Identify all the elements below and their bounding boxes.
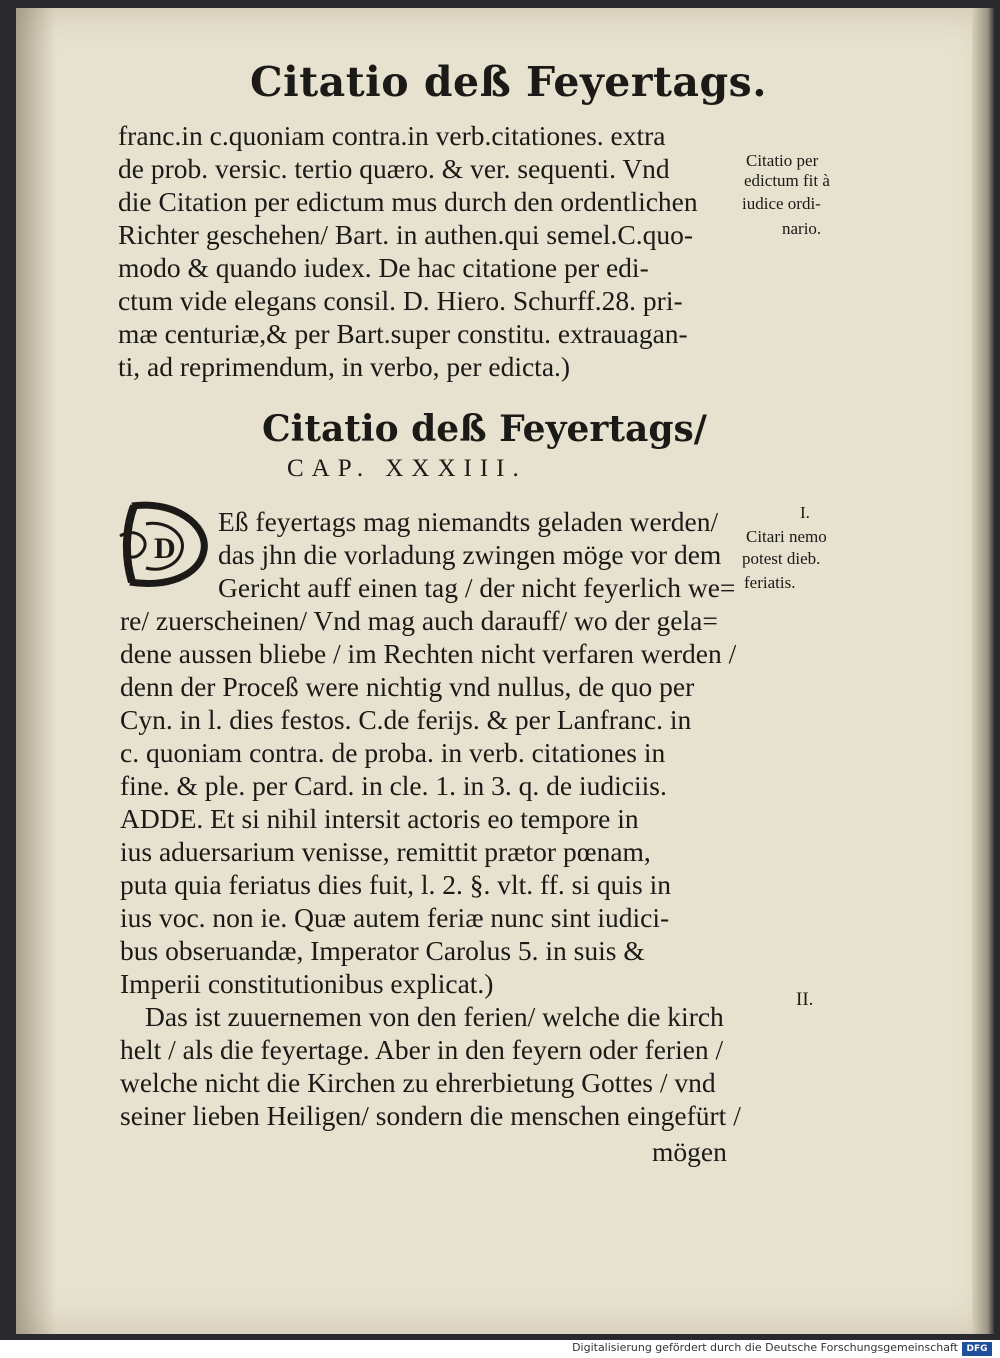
section-title: Citatio deß Feyertags/ bbox=[262, 408, 707, 450]
body-line: re/ zuerscheinen/ Vnd mag auch darauff/ wo der gela= bbox=[120, 605, 718, 636]
margin-note-line: feriatis. bbox=[744, 573, 796, 592]
decorated-initial bbox=[116, 496, 212, 592]
margin-numeral: II. bbox=[796, 989, 814, 1010]
body-line: denn der Proceß were nichtig vnd nullus, de quo per bbox=[120, 671, 695, 702]
body-line: ius aduersarium venisse, remittit prætor pœnam, bbox=[120, 836, 651, 867]
body-line: das jhn die vorladung zwingen möge vor dem bbox=[218, 539, 722, 570]
body-line: Cyn. in l. dies festos. C.de ferijs. & per Lanfranc. in bbox=[120, 704, 692, 735]
dfg-logo: DFG bbox=[962, 1342, 992, 1356]
body-line: Gericht auff einen tag / der nicht feyerlich we= bbox=[218, 572, 736, 603]
body-line: fine. & ple. per Card. in cle. 1. in 3. q. de iudiciis. bbox=[120, 770, 667, 801]
footer-credit: Digitalisierung gefördert durch die Deutsche Forschungsgemeinschaft bbox=[572, 1341, 958, 1354]
body-line: bus obseruandæ, Imperator Carolus 5. in suis & bbox=[120, 935, 645, 966]
margin-note-line: nario. bbox=[782, 219, 822, 238]
body-line: puta quia feriatus dies fuit, l. 2. §. vlt. ff. si quis in bbox=[120, 869, 671, 900]
margin-note-line: iudice ordi- bbox=[742, 194, 821, 213]
body-top-line: de prob. versic. tertio quæro. & ver. sequenti. Vnd bbox=[118, 153, 670, 184]
body-top-line: modo & quando iudex. De hac citatione per edi- bbox=[118, 252, 649, 283]
running-head: Citatio deß Feyertags. bbox=[250, 58, 768, 106]
margin-numeral: I. bbox=[800, 503, 810, 522]
body-top-line: die Citation per edictum mus durch den ordentlichen bbox=[118, 186, 698, 217]
body-top-line: franc.in c.quoniam contra.in verb.citationes. extra bbox=[118, 120, 666, 151]
body-line: Das ist zuuernemen von den ferien/ welche die kirch bbox=[145, 1001, 724, 1032]
spine-shadow bbox=[16, 8, 56, 1334]
body-top-line: mæ centuriæ,& per Bart.super constitu. extrauagan- bbox=[118, 318, 688, 349]
body-line: dene aussen bliebe / im Rechten nicht verfaren werden / bbox=[120, 638, 737, 669]
page-edge bbox=[972, 8, 994, 1334]
body-top-line: ctum vide elegans consil. D. Hiero. Schurff.28. pri- bbox=[118, 285, 683, 316]
chapter-number: CAP. XXXIII. bbox=[287, 455, 527, 482]
margin-note-line: Citari nemo bbox=[746, 527, 827, 546]
body-line: seiner lieben Heiligen/ sondern die menschen eingefürt / bbox=[120, 1100, 741, 1131]
body-line: ius voc. non ie. Quæ autem feriæ nunc sint iudici- bbox=[120, 902, 670, 933]
body-line: welche nicht die Kirchen zu ehrerbietung Gottes / vnd bbox=[120, 1067, 716, 1098]
body-line: c. quoniam contra. de proba. in verb. citationes in bbox=[120, 737, 666, 768]
body-line: Imperii constitutionibus explicat.) bbox=[120, 968, 494, 999]
body-top-line: Richter geschehen/ Bart. in authen.qui semel.C.quo- bbox=[118, 219, 694, 250]
body-top-line: ti, ad reprimendum, in verbo, per edicta.) bbox=[118, 351, 571, 382]
margin-note-line: edictum fit à bbox=[744, 171, 830, 190]
body-line: helt / als die feyertage. Aber in den feyern oder ferien / bbox=[120, 1034, 724, 1065]
initial-letter: D bbox=[154, 532, 176, 565]
margin-note-line: Citatio per bbox=[746, 151, 819, 170]
catchword: mögen bbox=[652, 1136, 727, 1167]
margin-note-line: potest dieb. bbox=[742, 549, 821, 568]
body-line: Eß feyertags mag niemandts geladen werden/ bbox=[218, 506, 719, 537]
body-line: ADDE. Et si nihil intersit actoris eo tempore in bbox=[120, 803, 639, 834]
